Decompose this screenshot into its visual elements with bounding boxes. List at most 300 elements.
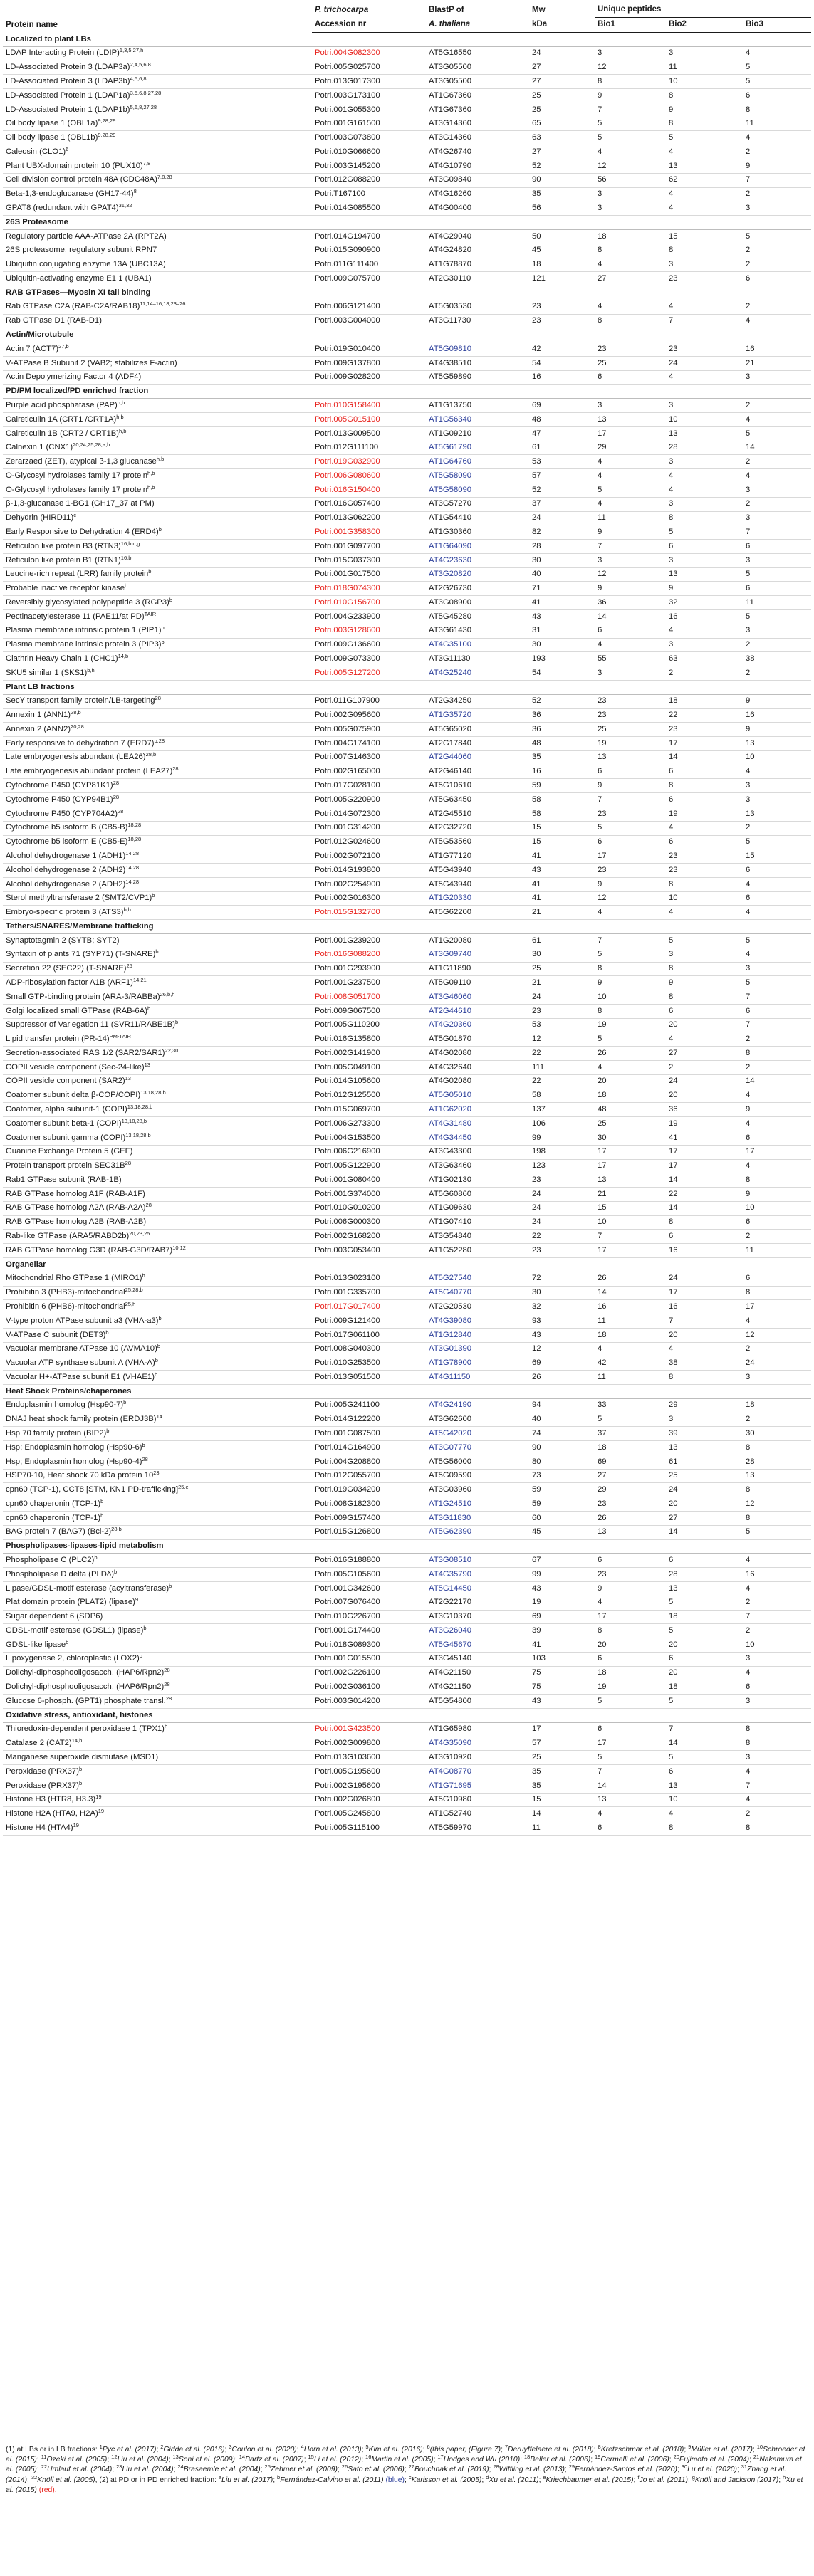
- accession-cell: Potri.T167100: [312, 187, 426, 201]
- blastp-cell: AT5G59970: [426, 1821, 529, 1836]
- reference-superscript: b: [105, 1329, 109, 1336]
- blastp-cell: AT4G10790: [426, 159, 529, 174]
- accession-cell: Potri.005G105600: [312, 1568, 426, 1582]
- protein-name: Thioredoxin-dependent peroxidase 1 (TPX1): [6, 1724, 165, 1734]
- protein-name-cell: [3, 849, 312, 864]
- accession-cell: Potri.012G111100: [312, 441, 426, 455]
- protein-name-cell: [3, 962, 312, 976]
- protein-name: LD-Associated Protein 1 (LDAP1a): [6, 90, 130, 100]
- accession-cell: Potri.016G135800: [312, 1032, 426, 1047]
- mw-cell: 99: [529, 1568, 595, 1582]
- reference-superscript: h,b: [147, 469, 155, 476]
- protein-name-cell: [3, 1173, 312, 1188]
- footnote-ref-number: 10: [756, 2444, 763, 2450]
- peptide-b1-cell: 8: [595, 962, 666, 976]
- peptide-b3-cell: 3: [743, 1695, 811, 1709]
- mw-cell: 23: [529, 300, 595, 314]
- blastp-cell: AT1G30360: [426, 525, 529, 540]
- protein-name-cell: [3, 1103, 312, 1117]
- protein-name-cell: [3, 258, 312, 272]
- footnote-ref-number: 28: [493, 2464, 499, 2471]
- mw-cell: 48: [529, 737, 595, 751]
- mw-cell: 61: [529, 934, 595, 948]
- reference-superscript: b,28: [154, 737, 165, 744]
- footnote-ref-text: Wiffling et al. (2013): [499, 2466, 565, 2474]
- peptide-b3-cell: 2: [743, 399, 811, 413]
- mw-cell: 67: [529, 1554, 595, 1568]
- mw-cell: 21: [529, 976, 595, 990]
- peptide-b3-cell: 2: [743, 1230, 811, 1244]
- peptide-b1-cell: 7: [595, 540, 666, 554]
- mw-cell: 42: [529, 342, 595, 357]
- footnote-pd-ref-letter: e: [543, 2473, 546, 2481]
- protein-name-cell: [3, 201, 312, 216]
- protein-name: Annexin 1 (ANN1): [6, 711, 71, 720]
- protein-name: RAB GTPase homolog G3D (RAB-G3D/RAB7): [6, 1245, 173, 1255]
- mw-cell: 25: [529, 89, 595, 103]
- peptide-b1-cell: 8: [595, 1004, 666, 1018]
- protein-name-cell: [3, 1286, 312, 1300]
- peptide-b2-cell: 29: [666, 1398, 743, 1413]
- accession-cell: Potri.001G342600: [312, 1581, 426, 1596]
- accession-cell: Potri.003G128600: [312, 624, 426, 638]
- protein-name-cell: [3, 990, 312, 1005]
- blastp-cell: AT5G10980: [426, 1793, 529, 1807]
- peptide-b3-cell: 17: [743, 1145, 811, 1159]
- peptide-b1-cell: 3: [595, 399, 666, 413]
- protein-name-cell: [3, 1581, 312, 1596]
- protein-name: Secretion-associated RAS 1/2 (SAR2/SAR1): [6, 1048, 165, 1057]
- accession-cell: Potri.001G239200: [312, 934, 426, 948]
- table-row: [3, 1131, 811, 1145]
- peptide-b1-cell: 12: [595, 61, 666, 75]
- reference-superscript: b: [155, 948, 159, 955]
- accession-cell: Potri.002G254900: [312, 877, 426, 891]
- peptide-b2-cell: 4: [666, 821, 743, 835]
- peptide-b1-cell: 9: [595, 779, 666, 793]
- peptide-b2-cell: 9: [666, 103, 743, 117]
- peptide-b2-cell: 13: [666, 159, 743, 174]
- table-row: [3, 1145, 811, 1159]
- footnote-ref-text: Liu et al. (2004): [117, 2456, 169, 2464]
- reference-superscript: b: [158, 1314, 162, 1321]
- header-species: [312, 0, 426, 18]
- protein-name-cell: [3, 1807, 312, 1821]
- mw-cell: 30: [529, 1286, 595, 1300]
- blastp-cell: AT5G61790: [426, 441, 529, 455]
- peptide-b3-cell: 4: [743, 469, 811, 483]
- table-row: [3, 370, 811, 384]
- blastp-cell: AT1G35720: [426, 708, 529, 723]
- peptide-b1-cell: 4: [595, 145, 666, 159]
- peptide-b2-cell: 2: [666, 1061, 743, 1075]
- protein-name-cell: [3, 1159, 312, 1173]
- protein-name: Sugar dependent 6 (SDP6): [6, 1612, 103, 1621]
- peptide-b2-cell: 3: [666, 455, 743, 469]
- accession-cell: Potri.005G122900: [312, 1159, 426, 1173]
- accession-cell: Potri.014G122200: [312, 1413, 426, 1427]
- protein-name: Cytochrome b5 isoform B (CB5-B): [6, 823, 128, 832]
- mw-cell: 23: [529, 1173, 595, 1188]
- protein-name: Plat domain protein (PLAT2) (lipase): [6, 1598, 135, 1607]
- peptide-b2-cell: 4: [666, 624, 743, 638]
- section-header-row: [3, 1539, 811, 1554]
- blastp-cell: AT5G10610: [426, 779, 529, 793]
- protein-name-cell: [3, 1272, 312, 1286]
- protein-name: RAB GTPase homolog A1F (RAB-A1F): [6, 1189, 145, 1198]
- peptide-b2-cell: 24: [666, 356, 743, 370]
- footnote-pd-ref-text: Fernández-Calvino et al. (2011): [280, 2476, 384, 2484]
- peptide-b2-cell: 2: [666, 666, 743, 681]
- mw-cell: 53: [529, 1018, 595, 1032]
- peptide-b1-cell: 23: [595, 342, 666, 357]
- protein-name: Actin Depolymerizing Factor 4 (ADF4): [6, 372, 142, 382]
- protein-name-cell: [3, 145, 312, 159]
- table-row: [3, 1018, 811, 1032]
- peptide-b3-cell: 6: [743, 272, 811, 286]
- peptide-b2-cell: 3: [666, 46, 743, 61]
- protein-name-cell: [3, 1089, 312, 1103]
- peptide-b2-cell: 17: [666, 1286, 743, 1300]
- mw-cell: 43: [529, 610, 595, 624]
- protein-name-cell: [3, 1230, 312, 1244]
- peptide-b1-cell: 17: [595, 1737, 666, 1751]
- mw-cell: 24: [529, 1201, 595, 1215]
- protein-name-cell: [3, 89, 312, 103]
- protein-name-cell: [3, 1695, 312, 1709]
- protein-name: Vacuolar membrane ATPase 10 (AVMA10): [6, 1344, 157, 1354]
- blastp-cell: AT4G00400: [426, 201, 529, 216]
- accession-cell: Potri.014G164900: [312, 1441, 426, 1455]
- peptide-b2-cell: 4: [666, 187, 743, 201]
- blastp-cell: AT2G26730: [426, 582, 529, 596]
- table-row: [3, 1581, 811, 1596]
- blastp-cell: AT2G44610: [426, 1004, 529, 1018]
- header-mw: Mw: [532, 5, 546, 14]
- footnote-ref-number: 6: [427, 2444, 430, 2450]
- peptide-b2-cell: 13: [666, 1441, 743, 1455]
- blastp-cell: AT1G20080: [426, 934, 529, 948]
- peptide-b3-cell: 2: [743, 1596, 811, 1610]
- protein-name-cell: [3, 835, 312, 849]
- blastp-cell: AT3G57270: [426, 497, 529, 511]
- protein-name: Pectinacetylesterase 11 (PAE11/at PD): [6, 612, 145, 621]
- accession-cell: Potri.015G126800: [312, 1525, 426, 1539]
- protein-name: Coatomer, alpha subunit-1 (COPI): [6, 1105, 127, 1114]
- table-row: [3, 1398, 811, 1413]
- mw-cell: 106: [529, 1117, 595, 1131]
- peptide-b3-cell: 18: [743, 1398, 811, 1413]
- protein-name-cell: [3, 1074, 312, 1089]
- blastp-cell: AT5G60860: [426, 1188, 529, 1202]
- peptide-b3-cell: 4: [743, 1159, 811, 1173]
- peptide-b3-cell: 4: [743, 314, 811, 328]
- footnote-ref-text: Martin et al. (2005): [371, 2456, 434, 2464]
- peptide-b3-cell: 7: [743, 990, 811, 1005]
- peptide-b3-cell: 4: [743, 765, 811, 779]
- accession-cell: Potri.011G107900: [312, 694, 426, 708]
- mw-cell: 22: [529, 1230, 595, 1244]
- reference-superscript: 28: [172, 765, 179, 773]
- peptide-b3-cell: 10: [743, 750, 811, 765]
- table-row: [3, 821, 811, 835]
- section-title: Plant LB fractions: [3, 680, 811, 694]
- peptide-b1-cell: 26: [595, 1047, 666, 1061]
- mw-cell: 54: [529, 666, 595, 681]
- peptide-b3-cell: 5: [743, 1525, 811, 1539]
- reference-superscript: 19: [73, 1821, 79, 1828]
- mw-cell: 16: [529, 370, 595, 384]
- blastp-cell: AT3G14360: [426, 117, 529, 131]
- accession-cell: Potri.004G153500: [312, 1131, 426, 1145]
- protein-name: O-Glycosyl hydrolases family 17 protein: [6, 485, 148, 494]
- table-row: [3, 1568, 811, 1582]
- table-row: [3, 1751, 811, 1765]
- protein-name: COPII vesicle component (SAR2): [6, 1077, 125, 1086]
- blastp-cell: AT4G26740: [426, 145, 529, 159]
- peptide-b3-cell: 8: [743, 1286, 811, 1300]
- blastp-cell: AT3G08900: [426, 596, 529, 610]
- mw-cell: 47: [529, 426, 595, 441]
- mw-cell: 90: [529, 1441, 595, 1455]
- blastp-cell: AT3G43300: [426, 1145, 529, 1159]
- peptide-b1-cell: 17: [595, 1610, 666, 1624]
- mw-cell: 31: [529, 624, 595, 638]
- mw-cell: 36: [529, 708, 595, 723]
- peptide-b1-cell: 7: [595, 934, 666, 948]
- accession-cell: Potri.003G014200: [312, 1695, 426, 1709]
- section-header-row: [3, 384, 811, 399]
- protein-name-cell: [3, 525, 312, 540]
- reference-superscript: b: [161, 624, 165, 632]
- peptide-b3-cell: 5: [743, 976, 811, 990]
- peptide-b1-cell: 9: [595, 976, 666, 990]
- peptide-b2-cell: 62: [666, 173, 743, 187]
- peptide-b3-cell: 3: [743, 201, 811, 216]
- mw-cell: 15: [529, 835, 595, 849]
- accession-cell: Potri.009G028200: [312, 370, 426, 384]
- accession-cell: Potri.010G253500: [312, 1356, 426, 1371]
- accession-cell: Potri.012G055700: [312, 1469, 426, 1483]
- section-title: Tethers/SNARES/Membrane trafficking: [3, 920, 811, 934]
- mw-cell: 71: [529, 582, 595, 596]
- blastp-cell: AT3G09840: [426, 173, 529, 187]
- table-row: [3, 61, 811, 75]
- reference-superscript: 19: [95, 1794, 102, 1801]
- table-row: [3, 258, 811, 272]
- footnote-ref-text: Sato et al. (2006): [348, 2466, 405, 2474]
- reference-superscript: 26,b,h: [160, 990, 175, 998]
- protein-name: Reticulon like protein B1 (RTN1): [6, 555, 121, 565]
- mw-cell: 35: [529, 1765, 595, 1779]
- section-title: 26S Proteasome: [3, 216, 811, 230]
- mw-cell: 27: [529, 75, 595, 89]
- peptide-b2-cell: 4: [666, 300, 743, 314]
- reference-superscript: 6: [66, 145, 69, 152]
- blastp-cell: AT4G21150: [426, 1666, 529, 1680]
- accession-cell: Potri.005G025700: [312, 61, 426, 75]
- protein-name: Probable inactive receptor kinase: [6, 584, 125, 593]
- table-row: [3, 1779, 811, 1793]
- reference-superscript: 9: [135, 1596, 139, 1603]
- blastp-cell: AT5G63450: [426, 793, 529, 807]
- peptide-b1-cell: 15: [595, 1201, 666, 1215]
- protein-name-cell: [3, 1061, 312, 1075]
- peptide-b1-cell: 26: [595, 1272, 666, 1286]
- protein-name: Calreticulin 1B (CRT2 / CRT1B): [6, 429, 120, 438]
- peptide-b1-cell: 14: [595, 1779, 666, 1793]
- peptide-b3-cell: 17: [743, 1300, 811, 1314]
- protein-name: Caleosin (CLO1): [6, 147, 66, 156]
- accession-cell: Potri.019G010400: [312, 342, 426, 357]
- peptide-b1-cell: 18: [595, 229, 666, 244]
- reference-superscript: 28: [113, 780, 120, 787]
- blastp-cell: AT1G20330: [426, 891, 529, 906]
- peptide-b1-cell: 5: [595, 131, 666, 145]
- peptide-b1-cell: 5: [595, 1751, 666, 1765]
- mw-cell: 41: [529, 891, 595, 906]
- peptide-b1-cell: 9: [595, 89, 666, 103]
- peptide-b1-cell: 4: [595, 258, 666, 272]
- table-row: [3, 1159, 811, 1173]
- mw-cell: 45: [529, 244, 595, 258]
- peptide-b2-cell: 6: [666, 835, 743, 849]
- blastp-cell: AT3G20820: [426, 567, 529, 582]
- protein-name: Cytochrome b5 isoform E (CB5-E): [6, 837, 128, 847]
- reference-superscript: 11,14–16,18,23–26: [140, 300, 186, 308]
- accession-cell: Potri.001G015500: [312, 1652, 426, 1666]
- mw-cell: 198: [529, 1145, 595, 1159]
- table-row: [3, 624, 811, 638]
- reference-superscript: 25,28,b: [125, 1287, 143, 1294]
- footnote-ref-text: Liu et al. (2004): [122, 2466, 174, 2474]
- footnote-ref-number: 7: [504, 2444, 508, 2450]
- protein-name-cell: [3, 1455, 312, 1469]
- footnote-pd-ref-letter: f: [637, 2473, 640, 2481]
- peptide-b2-cell: 3: [666, 638, 743, 652]
- protein-name: cpn60 (TCP-1), CCT8 [STM, KN1 PD-trafficking]: [6, 1485, 179, 1494]
- table-row: [3, 1821, 811, 1836]
- protein-name: Glucose 6-phosph. (GPT1) phosphate transl.: [6, 1696, 166, 1705]
- table-row: [3, 173, 811, 187]
- peptide-b3-cell: 4: [743, 1314, 811, 1329]
- accession-cell: Potri.002G016300: [312, 891, 426, 906]
- accession-cell: Potri.010G226700: [312, 1610, 426, 1624]
- peptide-b3-cell: 6: [743, 582, 811, 596]
- accession-cell: Potri.002G026800: [312, 1793, 426, 1807]
- peptide-b2-cell: 9: [666, 582, 743, 596]
- mw-cell: 59: [529, 779, 595, 793]
- mw-cell: 56: [529, 201, 595, 216]
- accession-cell: Potri.013G009500: [312, 426, 426, 441]
- accession-cell: Potri.004G208800: [312, 1455, 426, 1469]
- peptide-b2-cell: 6: [666, 1230, 743, 1244]
- peptide-b3-cell: 16: [743, 1568, 811, 1582]
- table-row: [3, 990, 811, 1005]
- footnote-ref-text: Knöll et al. (2005): [37, 2476, 95, 2484]
- accession-cell: Potri.002G226100: [312, 1666, 426, 1680]
- table-row: [3, 46, 811, 61]
- peptide-b3-cell: 4: [743, 1117, 811, 1131]
- table-row: [3, 426, 811, 441]
- reference-superscript: 31,32: [118, 202, 132, 209]
- footnote-ref-number: 23: [116, 2464, 122, 2471]
- mw-cell: 39: [529, 1624, 595, 1638]
- blastp-cell: AT4G29040: [426, 229, 529, 244]
- protein-name: Reticulon like protein B3 (RTN3): [6, 541, 121, 550]
- protein-name-cell: [3, 1737, 312, 1751]
- peptide-b3-cell: 11: [743, 117, 811, 131]
- peptide-b2-cell: 14: [666, 1525, 743, 1539]
- accession-cell: Potri.001G080400: [312, 1173, 426, 1188]
- table-row: [3, 314, 811, 328]
- mw-cell: 69: [529, 399, 595, 413]
- mw-cell: 24: [529, 511, 595, 525]
- peptide-b3-cell: 5: [743, 567, 811, 582]
- protein-name-cell: [3, 46, 312, 61]
- peptide-b3-cell: 3: [743, 483, 811, 498]
- blastp-cell: AT1G78870: [426, 258, 529, 272]
- protein-name-cell: [3, 1215, 312, 1230]
- mw-cell: 41: [529, 877, 595, 891]
- accession-cell: Potri.009G075700: [312, 272, 426, 286]
- accession-cell: Potri.013G023100: [312, 1272, 426, 1286]
- table-row: [3, 779, 811, 793]
- table-row: [3, 1004, 811, 1018]
- table-row: [3, 906, 811, 920]
- blastp-cell: AT2G30110: [426, 272, 529, 286]
- peptide-b1-cell: 8: [595, 1624, 666, 1638]
- peptide-b2-cell: 5: [666, 1695, 743, 1709]
- peptide-b1-cell: 3: [595, 201, 666, 216]
- protein-name: BAG protein 7 (BAG7) (Bcl-2): [6, 1527, 112, 1536]
- peptide-b2-cell: 20: [666, 1089, 743, 1103]
- table-row: [3, 89, 811, 103]
- header-kda: kDa: [529, 18, 595, 33]
- mw-cell: 58: [529, 793, 595, 807]
- peptide-b3-cell: 2: [743, 244, 811, 258]
- footnote-ref-text: Müller et al. (2017): [691, 2446, 753, 2454]
- reference-superscript: b: [113, 1568, 118, 1575]
- blastp-cell: AT3G61430: [426, 624, 529, 638]
- peptide-b3-cell: 24: [743, 1356, 811, 1371]
- footnote-ref-text: Zhang et al. (2014): [6, 2466, 786, 2484]
- footnote-ref-text: Bartz et al. (2007): [245, 2456, 304, 2464]
- peptide-b2-cell: 4: [666, 483, 743, 498]
- peptide-b3-cell: 2: [743, 666, 811, 681]
- blastp-cell: AT3G10370: [426, 1610, 529, 1624]
- table-row: [3, 1737, 811, 1751]
- blastp-cell: AT3G11730: [426, 314, 529, 328]
- table-row: [3, 1300, 811, 1314]
- reference-superscript: 5,6,8,27,28: [130, 103, 157, 110]
- accession-cell: Potri.005G241100: [312, 1398, 426, 1413]
- reference-superscript: 22,30: [165, 1047, 179, 1054]
- section-header-row: [3, 1257, 811, 1272]
- peptide-b2-cell: 10: [666, 75, 743, 89]
- peptide-b3-cell: 21: [743, 356, 811, 370]
- peptide-b3-cell: 7: [743, 1610, 811, 1624]
- peptide-b3-cell: 7: [743, 525, 811, 540]
- protein-name: Golgi localized small GTPase (RAB-6A): [6, 1006, 148, 1015]
- peptide-b2-cell: 27: [666, 1512, 743, 1526]
- section-title: Actin/Microtubule: [3, 328, 811, 342]
- protein-name: Oil body lipase 1 (OBL1a): [6, 119, 98, 128]
- table-row: [3, 948, 811, 962]
- reference-superscript: b: [78, 1779, 83, 1786]
- protein-name-cell: [3, 300, 312, 314]
- protein-name-cell: [3, 370, 312, 384]
